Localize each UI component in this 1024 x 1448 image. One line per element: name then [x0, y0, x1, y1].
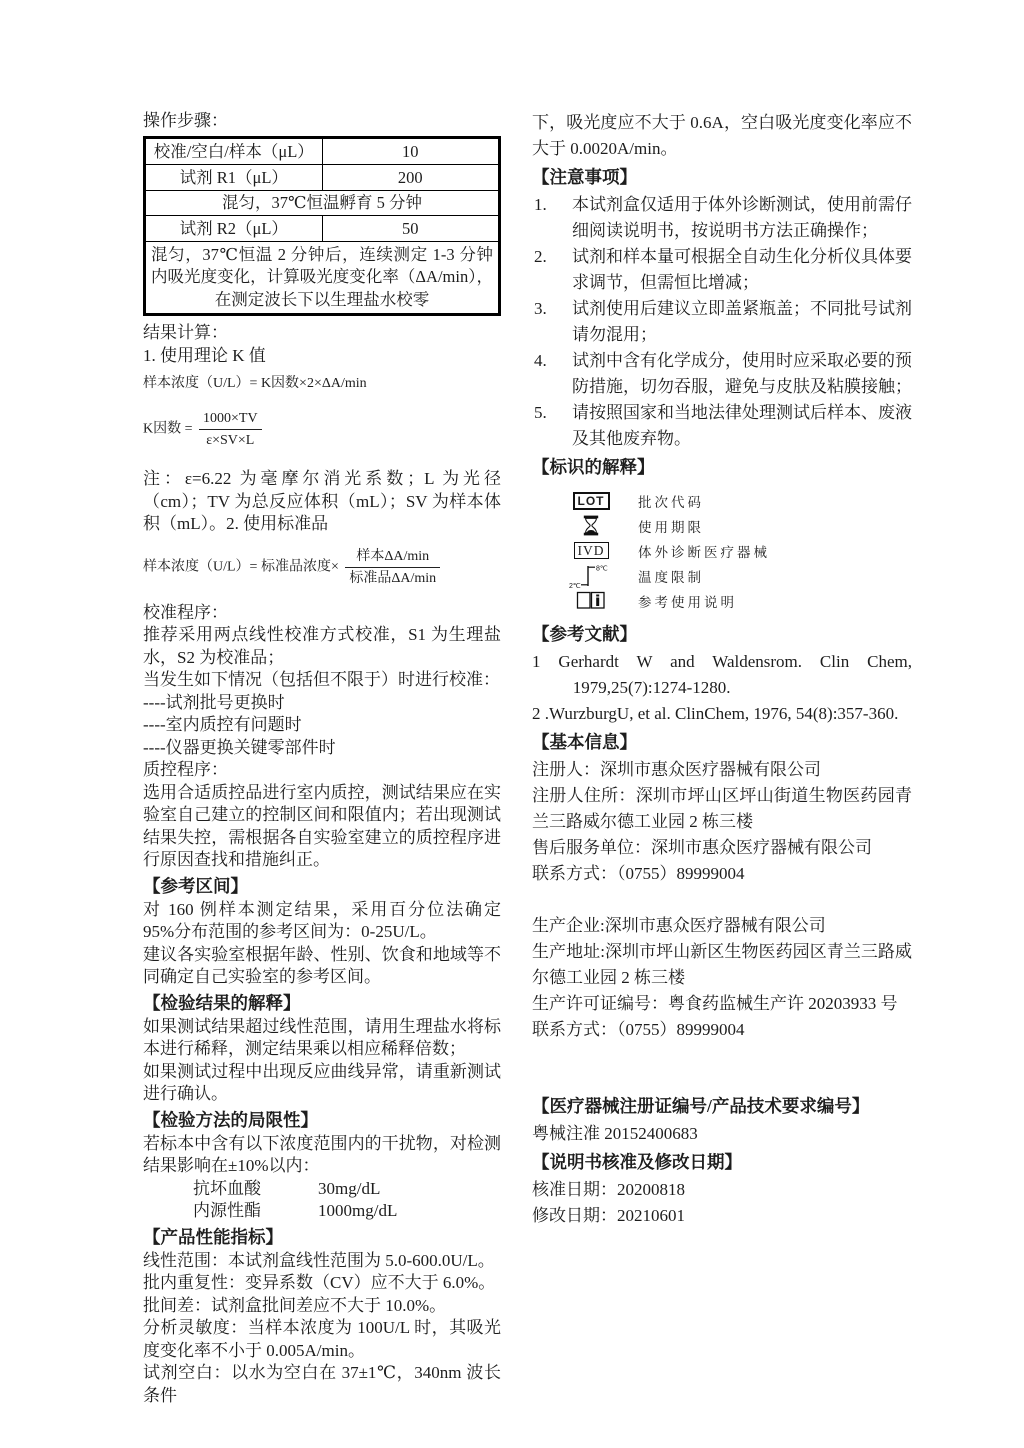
- calibration-paragraph: 当发生如下情况（包括但不限于）时进行校准：: [143, 670, 500, 689]
- precaution-text: 本试剂盒仅适用于体外诊断测试，使用前需仔细阅读说明书，按说明书方法正确操作；: [572, 195, 912, 240]
- reference-item: 1 Gerhardt W and Waldensrom. Clin Chem, 1979,25(7):1274-1280.: [532, 652, 912, 697]
- section-title-approval-dates: 【说明书核准及修改日期】: [532, 1152, 742, 1172]
- table-cell-value: 50: [322, 215, 500, 241]
- calibration-dash-item: ----室内质控有问题时: [143, 715, 302, 734]
- qc-paragraph: 选用合适质控品进行室内质控，测试结果应在实验室自己建立的控制区间和限值内；若出现测试结果失控，需根据各自实验室建立的质控程序进行原因查找和措施纠正。: [143, 782, 501, 869]
- section-title-references: 【参考文献】: [532, 624, 637, 644]
- table-row: [145, 215, 500, 241]
- section-title-precautions: 【注意事项】: [532, 167, 637, 187]
- registrant-line: 注册人：深圳市惠众医疗器械有限公司: [532, 760, 821, 779]
- symbol-row-expiry: [558, 513, 912, 538]
- result-calc-label: 结果计算：: [143, 323, 228, 342]
- table-cell-incubation: 混匀，37℃恒温孵育 5 分钟: [145, 190, 500, 215]
- precaution-item: [532, 192, 912, 244]
- precaution-item: [532, 400, 912, 452]
- performance-item: 批间差：试剂盒批间差应不大于 10.0%。: [143, 1295, 447, 1315]
- symbols-legend: [558, 488, 912, 613]
- symbol-label: 使用期限: [638, 519, 704, 535]
- reference-interval-paragraph: 对 160 例样本测定结果，采用百分位法确定 95%分布范围的参考区间为：0-25U/L。: [143, 899, 501, 941]
- interferent-value: 30mg/dL: [318, 1178, 381, 1198]
- after-sales-line: 售后服务单位：深圳市惠众医疗器械有限公司: [532, 838, 872, 857]
- qc-title: 质控程序：: [143, 760, 228, 779]
- precaution-item: [532, 244, 912, 296]
- symbol-label: 体外诊断医疗器械: [638, 544, 770, 560]
- interferent-name: 抗坏血酸: [193, 1178, 261, 1198]
- limitation-paragraph: 若标本中含有以下浓度范围内的干扰物，对检测结果影响在±10%以内：: [143, 1133, 501, 1175]
- svg-text:8℃: 8℃: [596, 565, 608, 572]
- production-license-line: 生产许可证编号：粤食药监械生产许 20203933 号: [532, 994, 898, 1013]
- precaution-text: 试剂使用后建议立即盖紧瓶盖；不同批号试剂请勿混用；: [572, 299, 912, 344]
- right-column: [532, 110, 912, 1407]
- hourglass-icon: [558, 515, 624, 536]
- interferent-row: [143, 1178, 501, 1201]
- section-title-symbols: 【标识的解释】: [532, 457, 655, 477]
- contact-line: 联系方式：（0755）89999004: [532, 1020, 745, 1039]
- interferent-row: [143, 1200, 501, 1223]
- calibration-dash-item: ----试剂批号更换时: [143, 692, 285, 712]
- fraction: [345, 547, 440, 588]
- performance-item: 试剂空白：以水为空白在 37±1℃，340nm 波长条件: [143, 1363, 501, 1405]
- symbol-row-temperature: [558, 563, 912, 588]
- spacer: [532, 1043, 912, 1091]
- formula-sample-concentration-standard: [143, 547, 501, 588]
- interferent-name: 内源性酯: [193, 1201, 261, 1220]
- contact-line: 联系方式：（0755）89999004: [532, 864, 745, 883]
- table-cell-value: 200: [322, 164, 500, 190]
- formula-sample-concentration-k: 样本浓度（U/L）= K因数×2×ΔA/min: [143, 376, 367, 391]
- symbol-label: 温度限制: [638, 569, 704, 585]
- fraction-numerator: 样本ΔA/min: [345, 547, 440, 568]
- section-title-performance: 【产品性能指标】: [143, 1226, 283, 1247]
- precaution-number: 3.: [534, 299, 547, 318]
- table-cell-measurement-note: 混匀，37℃恒温 2 分钟后，连续测定 1-3 分钟内吸光度变化，计算吸光度变化率（ΔA/min），在测定波长下以生理盐水校零: [145, 241, 500, 315]
- section-title-result-interpretation: 【检验结果的解释】: [143, 992, 301, 1013]
- calibration-title: 校准程序：: [143, 602, 228, 622]
- interferent-value: 1000mg/dL: [318, 1201, 398, 1220]
- symbol-label: 批次代码: [638, 494, 704, 510]
- formula-note: 注：ε=6.22 为毫摩尔消光系数；L 为光径（cm）；TV 为总反应体积（mL）；SV 为样本体积（mL）。2. 使用标准品: [143, 469, 501, 533]
- table-row-span: [145, 241, 500, 315]
- performance-item: 分析灵敏度：当样本浓度为 100U/L 时，其吸光度变化率不小于 0.005A/min。: [143, 1318, 501, 1360]
- method-1-label: 1. 使用理论 K 值: [143, 345, 266, 365]
- table-cell-label: 试剂 R1（μL）: [145, 164, 323, 190]
- performance-item: 批内重复性：变异系数（CV）应不大于 6.0%。: [143, 1273, 496, 1292]
- precaution-number: 5.: [534, 403, 547, 422]
- reagent-blank-continuation: 下，吸光度应不大于 0.6A，空白吸光度变化率应不大于 0.0020A/min。: [532, 113, 912, 158]
- fraction: [199, 409, 262, 450]
- ivd-icon: IVD: [558, 542, 624, 559]
- manufacture-address-line: 生产地址:深圳市坪山新区生物医药园区青兰三路威尔德工业园 2 栋三楼: [532, 942, 912, 987]
- table-cell-label: 试剂 R2（μL）: [145, 215, 323, 241]
- section-title-registration-number: 【医疗器械注册证编号/产品技术要求编号】: [532, 1096, 870, 1116]
- calibration-dash-item: ----仪器更换关键零部件时: [143, 737, 336, 757]
- performance-item: 线性范围：本试剂盒线性范围为 5.0-600.0U/L。: [143, 1250, 495, 1270]
- symbol-row-consult-instructions: [558, 588, 912, 613]
- lot-icon: LOT: [558, 492, 624, 510]
- symbol-row-lot: [558, 488, 912, 513]
- manufacturer-line: 生产企业:深圳市惠众医疗器械有限公司: [532, 916, 826, 935]
- table-row: [145, 164, 500, 190]
- result-interpretation-paragraph: 如果测试结果超过线性范围，请用生理盐水将标本进行稀释，测定结果乘以相应稀释倍数；: [143, 1016, 501, 1058]
- operation-steps-table: [143, 136, 501, 317]
- table-cell-label: 校准/空白/样本（μL）: [145, 137, 323, 164]
- precaution-text: 试剂和样本量可根据全自动生化分析仪具体要求调节，但需恒比增减；: [572, 247, 912, 292]
- section-title-basic-info: 【基本信息】: [532, 732, 637, 752]
- spacer: [532, 887, 912, 913]
- formula-k-factor: [143, 409, 501, 450]
- reference-interval-paragraph: 建议各实验室根据年龄、性别、饮食和地域等不同确定自己实验室的参考区间。: [143, 944, 501, 986]
- section-title-reference-interval: 【参考区间】: [143, 875, 248, 896]
- result-interpretation-paragraph: 如果测试过程中出现反应曲线异常，请重新测试进行确认。: [143, 1061, 501, 1103]
- fraction-denominator: 标准品ΔA/min: [349, 570, 437, 586]
- revision-date: 修改日期：20210601: [532, 1206, 685, 1225]
- svg-text:2℃: 2℃: [569, 582, 581, 589]
- table-cell-value: 10: [322, 137, 500, 164]
- reference-item: 2 .WurzburgU, et al. ClinChem, 1976, 54(8):357-360.: [532, 704, 899, 723]
- fraction-denominator: ε×SV×L: [206, 433, 255, 448]
- precaution-number: 1.: [534, 195, 547, 214]
- precaution-item: [532, 296, 912, 348]
- formula-lhs: 样本浓度（U/L）= 标准品浓度×: [143, 559, 339, 575]
- precaution-item: [532, 348, 912, 400]
- table-row-span: [145, 190, 500, 215]
- table-row: [145, 137, 500, 164]
- section-title-method-limitations: 【检验方法的局限性】: [143, 1109, 318, 1130]
- left-column: [143, 110, 501, 1407]
- op-steps-label: 操作步骤：: [143, 111, 228, 130]
- precaution-number: 2.: [534, 247, 547, 266]
- consult-instructions-icon: [558, 591, 624, 610]
- temperature-limit-icon: [558, 563, 624, 589]
- precaution-text: 请按照国家和当地法律处理测试后样本、废液及其他废弃物。: [572, 403, 912, 448]
- symbol-label: 参考使用说明: [638, 594, 737, 610]
- calibration-paragraph: 推荐采用两点线性校准方式校准，S1 为生理盐水，S2 为校准品；: [143, 625, 501, 667]
- approval-date: 核准日期：20200818: [532, 1180, 685, 1199]
- symbol-row-ivd: [558, 538, 912, 563]
- precaution-number: 4.: [534, 351, 547, 370]
- formula-lhs: K因数 =: [143, 421, 193, 437]
- registration-number: 粤械注准 20152400683: [532, 1124, 698, 1143]
- precaution-text: 试剂中含有化学成分，使用时应采取必要的预防措施，切勿吞服，避免与皮肤及粘膜接触；: [572, 351, 912, 396]
- fraction-numerator: 1000×TV: [199, 409, 262, 430]
- registrant-address-line: 注册人住所：深圳市坪山区坪山街道生物医药园青兰三路威尔德工业园 2 栋三楼: [532, 786, 912, 831]
